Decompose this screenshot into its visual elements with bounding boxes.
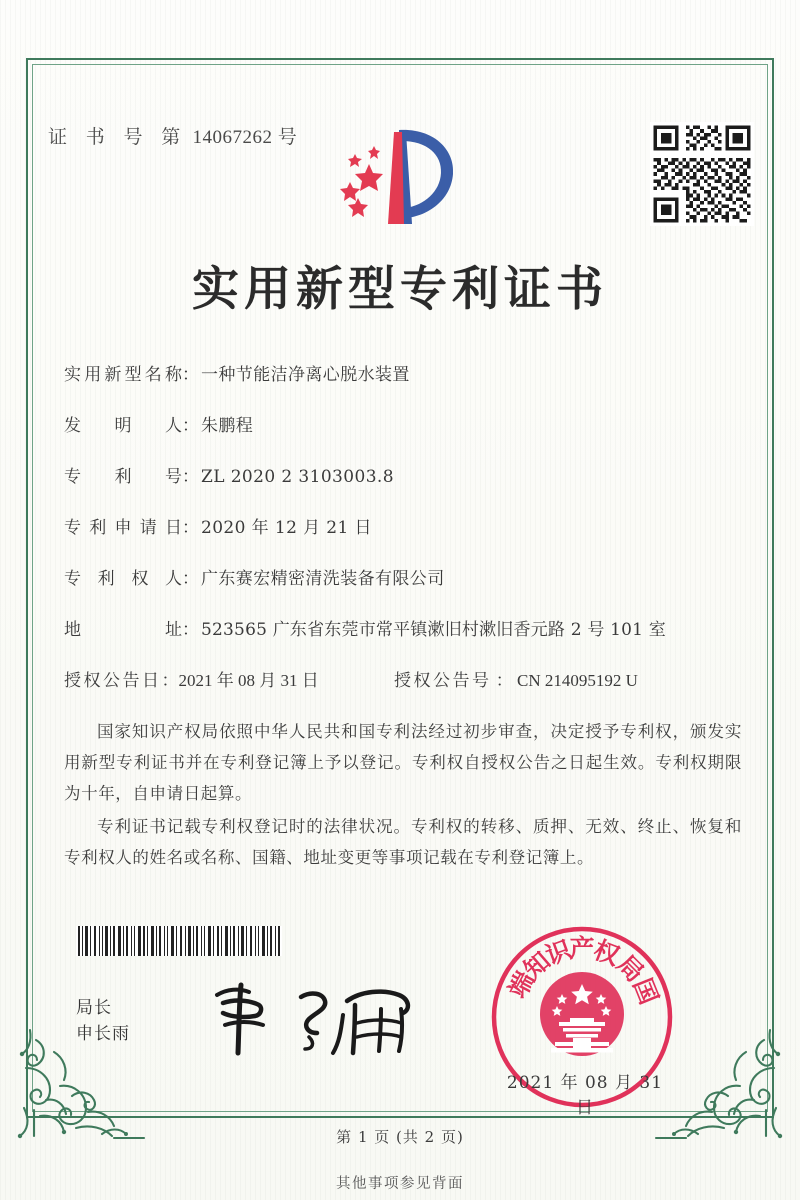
certificate-number-label: 证 书 号 第 — [48, 127, 188, 148]
cnipa-logo-icon — [322, 112, 482, 240]
svg-text:国: 国 — [627, 974, 664, 1009]
legal-paragraph-1: 国家知识产权局依照中华人民共和国专利法经过初步审查，决定授予专利权，颁发实用新型专利证书并在专利登记簿上予以登记。专利权自授权公告之日起生效。专利权期限为十年，自申请日起算。 — [64, 722, 742, 803]
barcode-icon — [76, 926, 282, 956]
field-colon: ： — [182, 467, 199, 486]
field-value: 一种节能洁净离心脱水装置 — [201, 365, 410, 385]
field-value: ZL 2020 2 3103003.8 — [201, 467, 394, 487]
handwritten-signature-icon — [205, 975, 420, 1060]
back-side-note: 其他事项参见背面 — [336, 1176, 464, 1192]
field-label: 实 用 新 型 名 称 — [64, 365, 182, 385]
signature-name: 申长雨 — [76, 1024, 130, 1044]
field-colon: ： — [182, 569, 199, 588]
field-application-date — [64, 513, 740, 538]
grant-number-colon: ： — [495, 671, 513, 690]
svg-text:识: 识 — [541, 934, 576, 971]
field-list — [64, 360, 740, 697]
field-label: 专 利 申 请 日 — [64, 518, 182, 538]
page-title: 实用新型专利证书 — [192, 262, 608, 317]
field-label: 地 址 — [64, 620, 182, 640]
qr-code-icon — [650, 122, 754, 226]
grant-announcement-row — [64, 666, 740, 691]
grant-date-value: 2021 年 08 月 31 日 — [178, 671, 319, 690]
field-value: 2020 年 12 月 21 日 — [201, 518, 372, 538]
certificate-number-unit: 号 — [277, 127, 298, 148]
field-colon: ： — [182, 620, 199, 639]
field-patent-number — [64, 462, 740, 487]
svg-text:局: 局 — [611, 949, 650, 988]
seal-date: 2021 年 08 月 31 日 — [506, 1073, 664, 1118]
svg-text:知: 知 — [518, 946, 557, 985]
field-patentee — [64, 564, 740, 589]
svg-text:权: 权 — [589, 935, 624, 972]
field-utility-model-name — [64, 360, 740, 385]
field-address — [64, 615, 740, 640]
grant-date-group — [64, 666, 394, 691]
grant-date-colon: ： — [161, 671, 179, 690]
field-colon: ： — [182, 518, 199, 537]
field-colon: ： — [182, 416, 199, 435]
certificate-number-value: 14067262 — [192, 127, 273, 148]
field-value: 朱鹏程 — [201, 416, 254, 436]
field-label: 专 利 权 人 — [64, 569, 182, 589]
field-colon: ： — [182, 365, 199, 384]
page-indicator: 第 1 页 (共 2 页) — [336, 1128, 464, 1146]
svg-text:端: 端 — [502, 966, 541, 1003]
legal-paragraph-2: 专利证书记载专利权登记时的法律状况。专利权的转移、质押、无效、终止、恢复和专利权人的姓名或名称、国籍、地址变更等事项记载在专利登记簿上。 — [64, 817, 742, 867]
signature-block — [76, 995, 130, 1047]
field-inventor — [64, 411, 740, 436]
certificate-number — [48, 122, 297, 149]
grant-date-label: 授权公告日 — [64, 671, 162, 690]
field-label: 发 明 人 — [64, 416, 182, 436]
grant-number-label: 授权公告号 — [394, 671, 492, 690]
field-value: 广东赛宏精密清洗装备有限公司 — [201, 569, 445, 589]
field-value: 523565 广东省东莞市常平镇漱旧村漱旧香元路 2 号 101 室 — [201, 620, 666, 640]
field-label: 专 利 号 — [64, 467, 182, 487]
svg-text:产: 产 — [569, 934, 595, 963]
grant-number-value: CN 214095192 U — [517, 671, 638, 690]
legal-text — [64, 716, 742, 875]
grant-number-group — [394, 666, 638, 691]
signature-role: 局长 — [76, 998, 112, 1018]
